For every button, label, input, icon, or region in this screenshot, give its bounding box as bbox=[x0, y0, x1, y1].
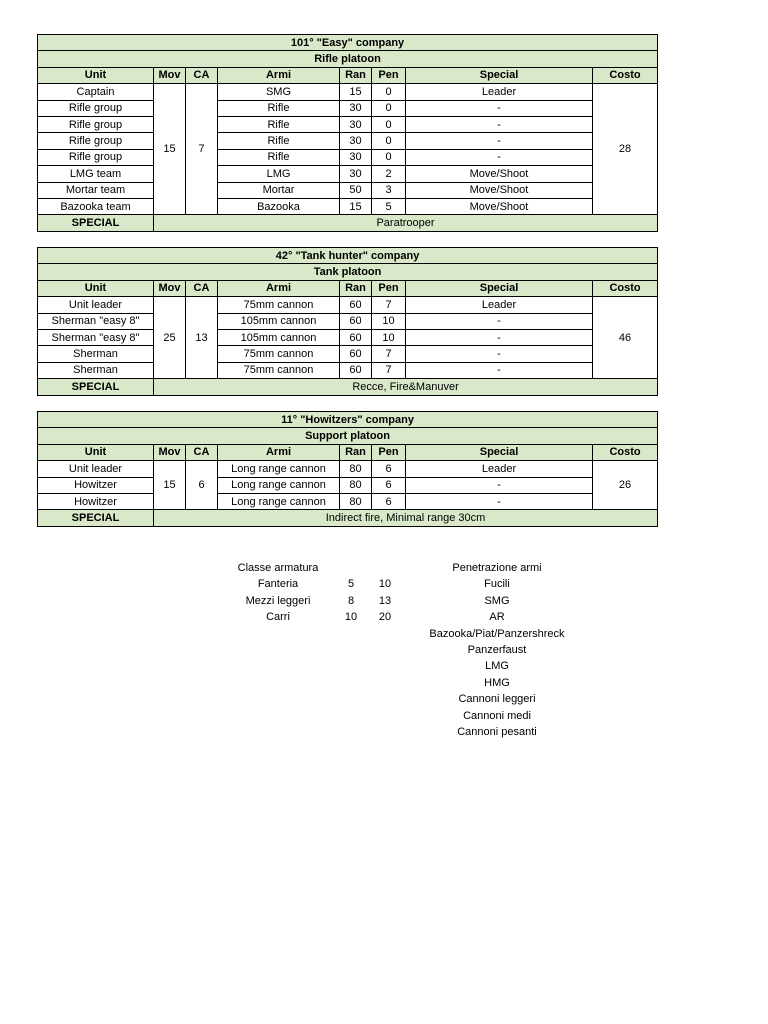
ran-cell: 30 bbox=[340, 100, 372, 116]
column-header-pen: Pen bbox=[372, 280, 406, 296]
column-header-costo: Costo bbox=[593, 280, 658, 296]
ran-cell: 15 bbox=[340, 198, 372, 214]
special-cell: - bbox=[406, 116, 593, 132]
armi-cell: LMG bbox=[218, 166, 340, 182]
ran-cell: 30 bbox=[340, 133, 372, 149]
pen-cell: 6 bbox=[372, 493, 406, 509]
armor-class-name: Fanteria bbox=[257, 578, 299, 591]
company-table bbox=[37, 411, 658, 527]
special-cell: Move/Shoot bbox=[406, 182, 593, 198]
special-value: Recce, Fire&Manuver bbox=[154, 379, 658, 395]
pen-cell: 6 bbox=[372, 461, 406, 477]
armi-cell: Rifle bbox=[218, 100, 340, 116]
unit-cell: Bazooka team bbox=[38, 198, 154, 214]
column-header-armi: Armi bbox=[218, 444, 340, 460]
armi-cell: 75mm cannon bbox=[218, 362, 340, 378]
unit-cell: Sherman bbox=[38, 362, 154, 378]
column-header-unit: Unit bbox=[38, 444, 154, 460]
special-value: Paratrooper bbox=[154, 215, 658, 231]
weapon-penetration-legend bbox=[407, 560, 587, 740]
mov-cell: 25 bbox=[154, 297, 186, 379]
special-cell: - bbox=[406, 149, 593, 165]
pen-cell: 5 bbox=[372, 198, 406, 214]
unit-cell: Howitzer bbox=[38, 493, 154, 509]
pen-cell: 10 bbox=[372, 329, 406, 345]
column-header-special: Special bbox=[406, 280, 593, 296]
column-header-unit: Unit bbox=[38, 67, 154, 83]
unit-cell: Howitzer bbox=[38, 477, 154, 493]
table-row bbox=[38, 461, 658, 477]
costo-cell: 26 bbox=[593, 461, 658, 510]
special-cell: Move/Shoot bbox=[406, 166, 593, 182]
special-cell: Leader bbox=[406, 297, 593, 313]
ran-cell: 15 bbox=[340, 84, 372, 100]
unit-cell: Unit leader bbox=[38, 461, 154, 477]
armi-cell: Rifle bbox=[218, 149, 340, 165]
pen-cell: 0 bbox=[372, 100, 406, 116]
armor-class-a: 10 bbox=[344, 611, 358, 624]
column-header-ran: Ran bbox=[340, 280, 372, 296]
table-row bbox=[38, 493, 658, 509]
table-row bbox=[38, 477, 658, 493]
table-row bbox=[38, 149, 658, 165]
pen-cell: 7 bbox=[372, 362, 406, 378]
table-row bbox=[38, 362, 658, 378]
table-row bbox=[38, 166, 658, 182]
unit-cell: Sherman "easy 8" bbox=[38, 329, 154, 345]
table-row bbox=[38, 100, 658, 116]
column-header-ran: Ran bbox=[340, 67, 372, 83]
armi-cell: Mortar bbox=[218, 182, 340, 198]
unit-cell: Rifle group bbox=[38, 100, 154, 116]
special-cell: - bbox=[406, 477, 593, 493]
company-title: 101° "Easy" company bbox=[38, 35, 658, 51]
table-row bbox=[38, 84, 658, 100]
special-label: SPECIAL bbox=[38, 510, 154, 526]
weapon-item: SMG bbox=[484, 594, 510, 607]
weapon-item: HMG bbox=[484, 676, 510, 689]
armor-class-b: 10 bbox=[378, 578, 392, 591]
armi-cell: Long range cannon bbox=[218, 477, 340, 493]
column-header-mov: Mov bbox=[154, 444, 186, 460]
special-cell: - bbox=[406, 346, 593, 362]
column-header-mov: Mov bbox=[154, 280, 186, 296]
special-cell: Leader bbox=[406, 84, 593, 100]
column-header-pen: Pen bbox=[372, 67, 406, 83]
armi-cell: Long range cannon bbox=[218, 493, 340, 509]
pen-cell: 0 bbox=[372, 149, 406, 165]
armor-class-row bbox=[224, 593, 400, 609]
platoon-title: Rifle platoon bbox=[38, 51, 658, 67]
costo-cell: 28 bbox=[593, 84, 658, 215]
weapon-item: Fucili bbox=[484, 578, 510, 591]
platoon-title: Support platoon bbox=[38, 428, 658, 444]
weapon-item: Cannoni pesanti bbox=[457, 726, 537, 739]
special-label: SPECIAL bbox=[38, 215, 154, 231]
mov-cell: 15 bbox=[154, 84, 186, 215]
weapon-item: Bazooka/Piat/Panzershreck bbox=[429, 627, 565, 640]
pen-cell: 6 bbox=[372, 477, 406, 493]
ran-cell: 30 bbox=[340, 166, 372, 182]
armor-class-a: 5 bbox=[347, 578, 355, 591]
ran-cell: 80 bbox=[340, 477, 372, 493]
special-label: SPECIAL bbox=[38, 379, 154, 395]
column-header-special: Special bbox=[406, 444, 593, 460]
armor-class-b: 13 bbox=[378, 594, 392, 607]
column-header-mov: Mov bbox=[154, 67, 186, 83]
ran-cell: 30 bbox=[340, 149, 372, 165]
table-row bbox=[38, 329, 658, 345]
column-header-armi: Armi bbox=[218, 67, 340, 83]
special-cell: - bbox=[406, 133, 593, 149]
table-row bbox=[38, 297, 658, 313]
pen-cell: 0 bbox=[372, 133, 406, 149]
special-cell: - bbox=[406, 329, 593, 345]
table-row bbox=[38, 133, 658, 149]
table-row bbox=[38, 346, 658, 362]
ran-cell: 60 bbox=[340, 362, 372, 378]
special-value: Indirect fire, Minimal range 30cm bbox=[154, 510, 658, 526]
special-cell: - bbox=[406, 313, 593, 329]
unit-cell: Rifle group bbox=[38, 133, 154, 149]
ran-cell: 30 bbox=[340, 116, 372, 132]
column-header-costo: Costo bbox=[593, 67, 658, 83]
company-title: 42° "Tank hunter" company bbox=[38, 248, 658, 264]
table-row bbox=[38, 313, 658, 329]
table-row bbox=[38, 116, 658, 132]
special-cell: - bbox=[406, 493, 593, 509]
column-header-pen: Pen bbox=[372, 444, 406, 460]
pen-cell: 10 bbox=[372, 313, 406, 329]
column-header-special: Special bbox=[406, 67, 593, 83]
unit-cell: Sherman "easy 8" bbox=[38, 313, 154, 329]
column-header-ca: CA bbox=[186, 67, 218, 83]
unit-cell: Sherman bbox=[38, 346, 154, 362]
ran-cell: 60 bbox=[340, 346, 372, 362]
ran-cell: 60 bbox=[340, 297, 372, 313]
armi-cell: 105mm cannon bbox=[218, 329, 340, 345]
company-title: 11° "Howitzers" company bbox=[38, 412, 658, 428]
armi-cell: Rifle bbox=[218, 116, 340, 132]
pen-cell: 2 bbox=[372, 166, 406, 182]
company-table bbox=[37, 247, 658, 396]
armor-class-row bbox=[224, 609, 400, 625]
column-header-unit: Unit bbox=[38, 280, 154, 296]
armi-cell: Rifle bbox=[218, 133, 340, 149]
armi-cell: Long range cannon bbox=[218, 461, 340, 477]
special-cell: - bbox=[406, 100, 593, 116]
weapon-item: LMG bbox=[485, 660, 509, 673]
armor-class-name: Carri bbox=[266, 611, 290, 624]
column-header-armi: Armi bbox=[218, 280, 340, 296]
weapon-penetration-title: Penetrazione armi bbox=[452, 562, 542, 574]
armi-cell: 105mm cannon bbox=[218, 313, 340, 329]
ca-cell: 6 bbox=[186, 461, 218, 510]
unit-cell: LMG team bbox=[38, 166, 154, 182]
weapon-item: Cannoni leggeri bbox=[458, 693, 536, 706]
ran-cell: 60 bbox=[340, 313, 372, 329]
column-header-ca: CA bbox=[186, 280, 218, 296]
pen-cell: 7 bbox=[372, 346, 406, 362]
weapon-item: Panzerfaust bbox=[467, 644, 527, 657]
unit-cell: Rifle group bbox=[38, 149, 154, 165]
costo-cell: 46 bbox=[593, 297, 658, 379]
company-table bbox=[37, 34, 658, 232]
armi-cell: SMG bbox=[218, 84, 340, 100]
pen-cell: 7 bbox=[372, 297, 406, 313]
mov-cell: 15 bbox=[154, 461, 186, 510]
ran-cell: 80 bbox=[340, 493, 372, 509]
ca-cell: 7 bbox=[186, 84, 218, 215]
weapon-item: Cannoni medi bbox=[463, 709, 531, 722]
armor-class-title: Classe armatura bbox=[237, 562, 319, 574]
armi-cell: 75mm cannon bbox=[218, 297, 340, 313]
armi-cell: Bazooka bbox=[218, 198, 340, 214]
table-row bbox=[38, 198, 658, 214]
unit-cell: Rifle group bbox=[38, 116, 154, 132]
armor-class-a: 8 bbox=[347, 594, 355, 607]
pen-cell: 0 bbox=[372, 116, 406, 132]
column-header-ran: Ran bbox=[340, 444, 372, 460]
armor-class-row bbox=[224, 576, 400, 592]
armor-class-name: Mezzi leggeri bbox=[245, 594, 311, 607]
table-row bbox=[38, 182, 658, 198]
ran-cell: 50 bbox=[340, 182, 372, 198]
special-cell: - bbox=[406, 362, 593, 378]
pen-cell: 3 bbox=[372, 182, 406, 198]
column-header-ca: CA bbox=[186, 444, 218, 460]
special-cell: Move/Shoot bbox=[406, 198, 593, 214]
unit-cell: Captain bbox=[38, 84, 154, 100]
armor-class-legend bbox=[224, 560, 400, 626]
column-header-costo: Costo bbox=[593, 444, 658, 460]
platoon-title: Tank platoon bbox=[38, 264, 658, 280]
weapon-item: AR bbox=[489, 611, 505, 624]
unit-cell: Unit leader bbox=[38, 297, 154, 313]
armi-cell: 75mm cannon bbox=[218, 346, 340, 362]
unit-cell: Mortar team bbox=[38, 182, 154, 198]
ca-cell: 13 bbox=[186, 297, 218, 379]
ran-cell: 80 bbox=[340, 461, 372, 477]
special-cell: Leader bbox=[406, 461, 593, 477]
pen-cell: 0 bbox=[372, 84, 406, 100]
armor-class-b: 20 bbox=[378, 611, 392, 624]
ran-cell: 60 bbox=[340, 329, 372, 345]
